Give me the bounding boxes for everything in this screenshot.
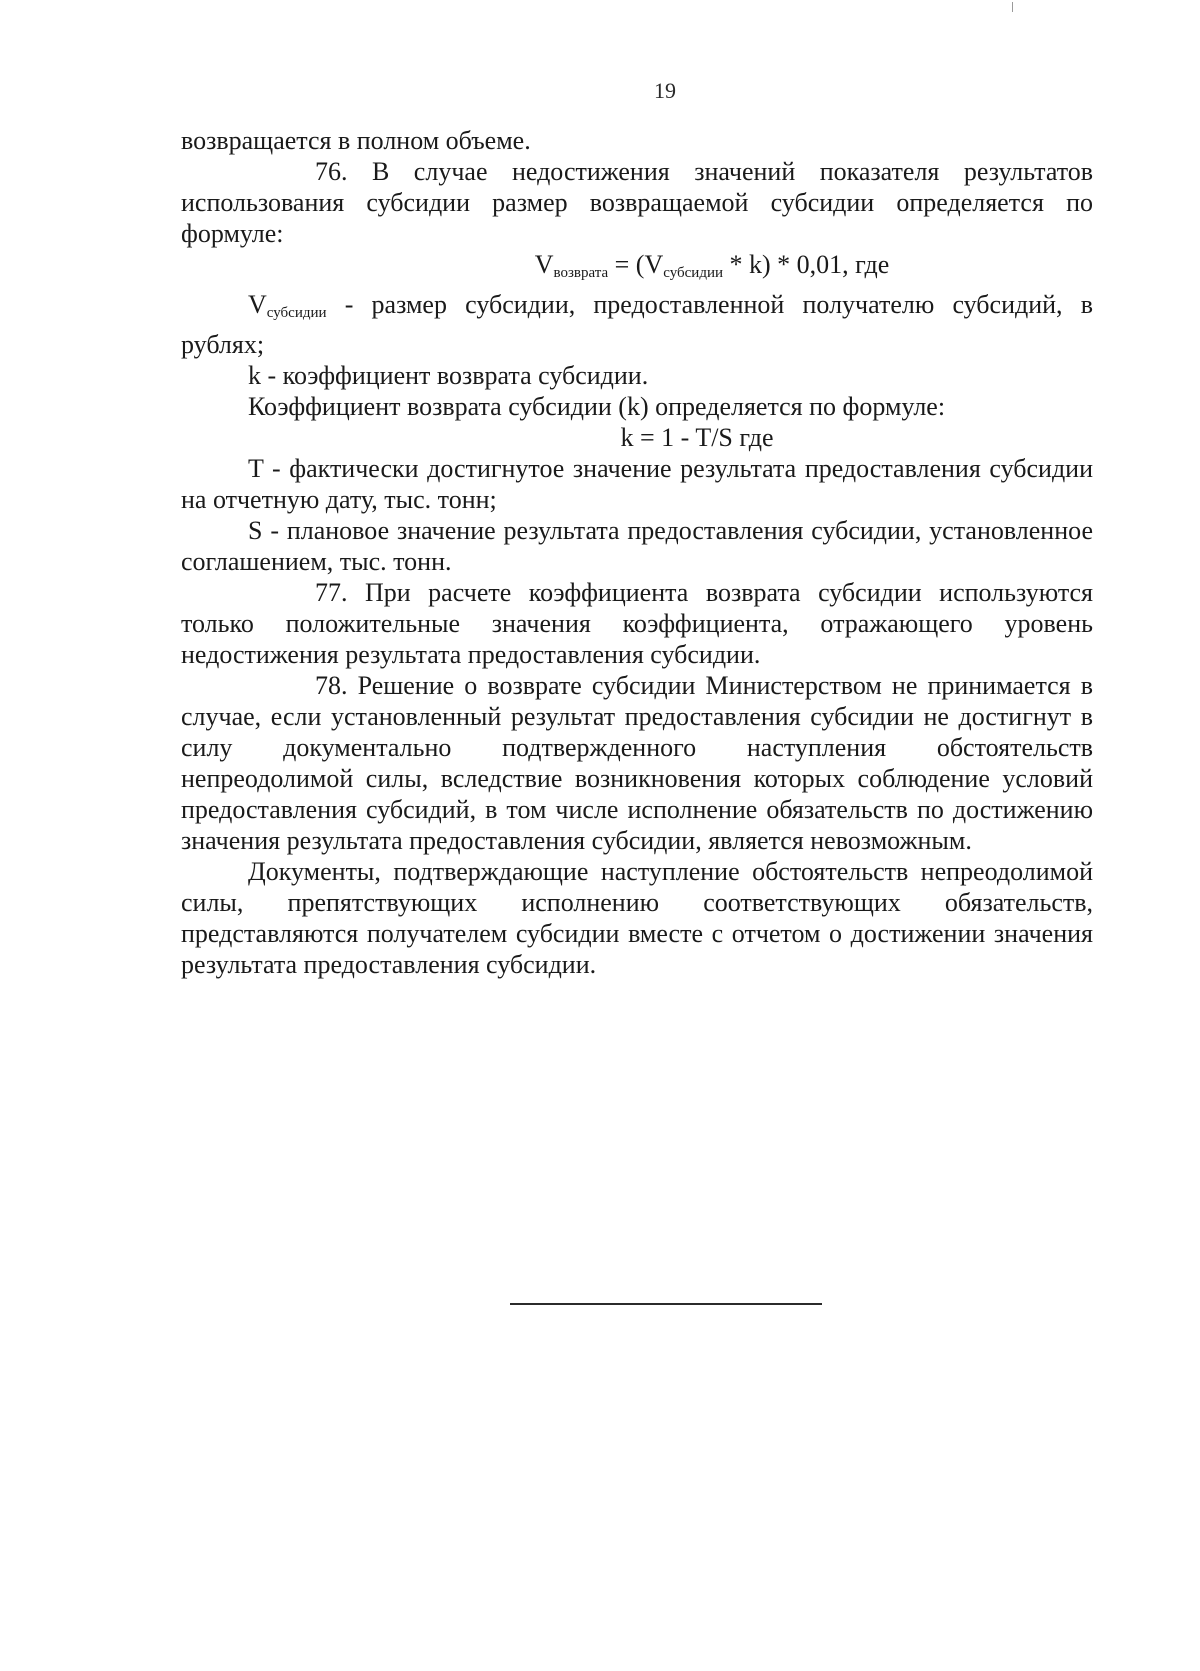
coefficient-formula: k = 1 - T/S где bbox=[620, 423, 774, 452]
formula-end: * k) * 0,01, где bbox=[723, 250, 890, 279]
definition-v-symbol: V bbox=[248, 290, 267, 319]
formula-sub-return: возврата bbox=[553, 265, 609, 281]
definition-v-subsidy bbox=[181, 289, 1093, 360]
definition-v-text: - размер субсидии, предоставленной получателю субсидий, в рублях; bbox=[181, 290, 1093, 359]
formula-sub-subsidy: субсидии bbox=[663, 265, 723, 281]
paragraph-78 bbox=[181, 670, 1093, 856]
paragraph-77-number: 77. bbox=[315, 578, 348, 607]
document-body bbox=[181, 125, 1093, 980]
formula-middle: = (V bbox=[608, 250, 664, 279]
definition-v-subscript: субсидии bbox=[266, 305, 327, 321]
definition-s: S - плановое значение результата предоставления субсидии, установленное соглашением, тыс. тонн. bbox=[181, 516, 1093, 576]
end-of-document-line bbox=[510, 1303, 822, 1305]
paragraph-76 bbox=[181, 156, 1093, 249]
paragraph-78-number: 78. bbox=[315, 671, 348, 700]
coefficient-intro: Коэффициент возврата субсидии (k) определяется по формуле: bbox=[248, 392, 946, 421]
paragraph-77-text: При расчете коэффициента возврата субсидии используются только положительные значения коэффициента, отражающего уровень недостижения результата предоставления субсидии. bbox=[181, 578, 1094, 669]
paragraph-76-number: 76. bbox=[315, 157, 348, 186]
paragraph-76-text: В случае недостижения значений показателя результатов использования субсидии размер возвращаемой субсидии определяется по формуле: bbox=[181, 157, 1093, 248]
paragraph-77 bbox=[181, 577, 1093, 670]
page-number: 19 bbox=[654, 78, 676, 103]
formula-v-symbol: V bbox=[534, 250, 554, 279]
return-formula bbox=[181, 249, 1093, 289]
documents-paragraph: Документы, подтверждающие наступление обстоятельств непреодолимой силы, препятствующих исполнению соответствующих обязательств, представляются получателем субсидии вместе с отчетом о достижении значения результата предоставления субсидии. bbox=[181, 857, 1093, 979]
definition-k: k - коэффициент возврата субсидии. bbox=[248, 361, 649, 390]
definition-t: T - фактически достигнутое значение результата предоставления субсидии на отчетную дату, тыс. тонн; bbox=[181, 454, 1093, 514]
paragraph-78-text: Решение о возврате субсидии Министерством не принимается в случае, если установленный результат предоставления субсидии не достигнут в силу документально подтвержденного наступления обстоятельств непреодолимой силы, вследствие возникновения которых соблюдение условий предоставления субсидий, в том числе исполнение обязательств по достижению значения результата предоставления субсидии, является невозможным. bbox=[181, 671, 1093, 855]
scan-artifact-mark bbox=[1012, 2, 1013, 12]
continuation-line: возвращается в полном объеме. bbox=[181, 126, 531, 155]
